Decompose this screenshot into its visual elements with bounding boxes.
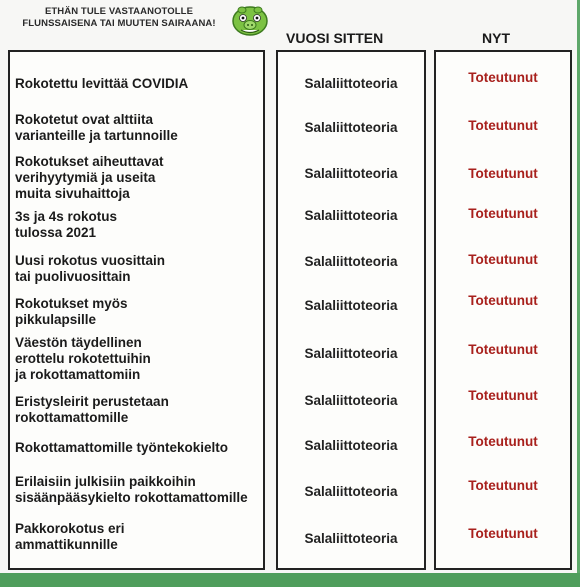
claim-row-6: Rokotukset myös pikkulapsille bbox=[15, 296, 128, 327]
past-row-9: Salaliittoteoria bbox=[304, 438, 398, 453]
past-row-3: Salaliittoteoria bbox=[304, 166, 398, 181]
header-caption-line1: ETHÄN TULE VASTAANOTOLLE bbox=[44, 6, 194, 17]
claim-row-4: 3s ja 4s rokotus tulossa 2021 bbox=[15, 209, 118, 240]
past-row-1: Salaliittoteoria bbox=[304, 76, 398, 91]
now-row-7: Toteutunut bbox=[468, 342, 538, 357]
column-header-past: VUOSI SITTEN bbox=[286, 30, 384, 46]
past-row-4: Salaliittoteoria bbox=[304, 208, 398, 223]
past-row-6: Salaliittoteoria bbox=[304, 298, 398, 313]
claim-row-5: Uusi rokotus vuosittain tai puolivuosittain bbox=[15, 253, 166, 284]
claim-row-3: Rokotukset aiheuttavat verihyytymiä ja useita muita sivuhaittoja bbox=[15, 154, 164, 201]
green-pig-icon bbox=[230, 2, 270, 38]
now-row-2: Toteutunut bbox=[468, 118, 538, 133]
claim-row-2: Rokotetut ovat alttiita varianteille ja tartunnoille bbox=[15, 112, 178, 143]
now-row-6: Toteutunut bbox=[468, 293, 538, 308]
now-row-10: Toteutunut bbox=[468, 478, 538, 493]
claim-row-9: Rokottamattomille työntekokielto bbox=[15, 440, 229, 455]
now-row-1: Toteutunut bbox=[468, 70, 538, 85]
past-row-5: Salaliittoteoria bbox=[304, 254, 398, 269]
now-row-4: Toteutunut bbox=[468, 206, 538, 221]
claim-row-10: Erilaisiin julkisiin paikkoihin sisäänpääsykielto rokottamattomille bbox=[15, 474, 248, 505]
past-row-11: Salaliittoteoria bbox=[304, 531, 398, 546]
now-row-3: Toteutunut bbox=[468, 166, 538, 181]
now-row-8: Toteutunut bbox=[468, 388, 538, 403]
now-row-9: Toteutunut bbox=[468, 434, 538, 449]
claim-row-1: Rokotettu levittää COVIDIA bbox=[15, 76, 189, 91]
claim-row-8: Eristysleirit perustetaan rokottamattomille bbox=[15, 394, 169, 425]
now-row-5: Toteutunut bbox=[468, 252, 538, 267]
past-row-8: Salaliittoteoria bbox=[304, 393, 398, 408]
green-border-bottom bbox=[0, 573, 580, 587]
column-header-now: NYT bbox=[482, 30, 510, 46]
past-row-10: Salaliittoteoria bbox=[304, 484, 398, 499]
claim-row-7: Väestön täydellinen erottelu rokotettuihin ja rokottamattomiin bbox=[15, 335, 151, 382]
past-row-2: Salaliittoteoria bbox=[304, 120, 398, 135]
claim-row-11: Pakkorokotus eri ammattikunnille bbox=[15, 521, 125, 552]
header-caption bbox=[4, 6, 234, 30]
now-row-11: Toteutunut bbox=[468, 526, 538, 541]
past-row-7: Salaliittoteoria bbox=[304, 346, 398, 361]
header-caption-line2: FLUNSSAISENA TAI MUUTEN SAIRAANA! bbox=[22, 18, 216, 29]
